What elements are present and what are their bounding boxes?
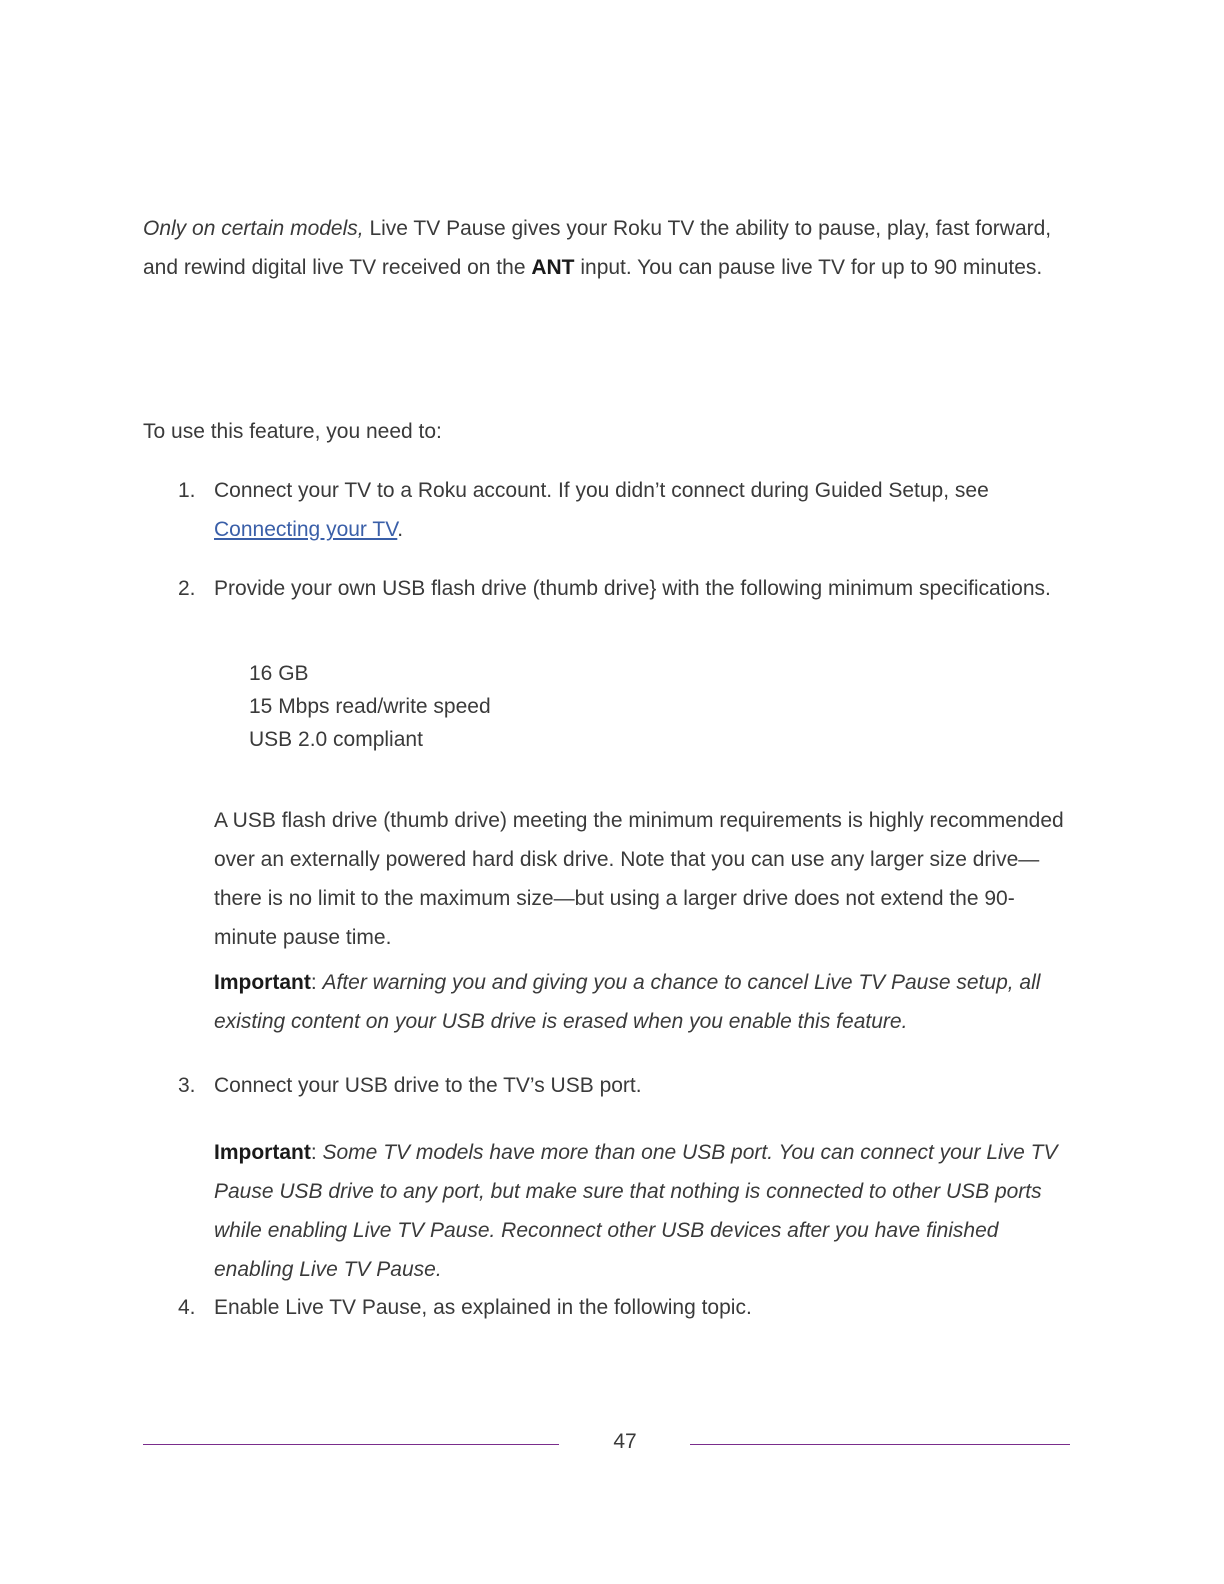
- footer-rule-right: [690, 1444, 1070, 1445]
- step-1-number: 1.: [178, 479, 196, 502]
- step-1-body: [214, 471, 1078, 549]
- step-1-text-after: .: [397, 518, 404, 541]
- step-4-number: 4.: [178, 1296, 196, 1319]
- intro-text-1: Live TV Pause gives your Roku TV the ability to pause, play, fast forward, and rewind digital live TV received on the: [143, 217, 1052, 279]
- important-separator: :: [310, 1141, 323, 1164]
- intro-paragraph: [143, 209, 1078, 287]
- spec-item: 15 Mbps read/write speed: [249, 695, 491, 718]
- footer-rule-left: [143, 1444, 559, 1445]
- spec-item: 16 GB: [249, 662, 309, 685]
- page-number: 47: [613, 1430, 637, 1453]
- step-2-number: 2.: [178, 577, 196, 600]
- important-text: Some TV models have more than one USB port. You can connect your Live TV Pause USB drive to any port, but make sure that nothing is connected to other USB ports while enabling Live TV Pause. Reconnect other USB devices after you have finished enabling Live TV Pause.: [214, 1141, 1058, 1281]
- important-note-1: [214, 963, 1074, 1041]
- step-3-text: Connect your USB drive to the TV’s USB port.: [214, 1074, 642, 1097]
- step-4: [178, 1288, 1078, 1327]
- requirements-lead: To use this feature, you need to:: [143, 420, 442, 443]
- step-2-text: Provide your own USB flash drive (thumb drive} with the following minimum specifications.: [214, 577, 1051, 600]
- step-4-text: Enable Live TV Pause, as explained in the following topic.: [214, 1296, 752, 1319]
- important-text: After warning you and giving you a chance to cancel Live TV Pause setup, all existing content on your USB drive is erased when you enable this feature.: [214, 971, 1041, 1033]
- step-3: [178, 1066, 1078, 1105]
- spec-list: [249, 657, 491, 756]
- important-label: Important: [214, 971, 311, 994]
- usb-drive-note: A USB flash drive (thumb drive) meeting the minimum requirements is highly recommended over an externally powered hard disk drive. Note that you can use any larger size drive—there is no limit to the maximum size—but using a larger drive does not extend the 90-minute pause time.: [214, 809, 1064, 949]
- step-1-text: Connect your TV to a Roku account. If you didn’t connect during Guided Setup, see: [214, 479, 989, 502]
- important-note-2: [214, 1133, 1074, 1289]
- spec-item: USB 2.0 compliant: [249, 728, 423, 751]
- important-label: Important: [214, 1141, 311, 1164]
- important-separator: :: [310, 971, 323, 994]
- step-1: [178, 471, 1078, 549]
- step-2: [178, 569, 1078, 608]
- ant-input-label: ANT: [531, 256, 575, 279]
- step-3-number: 3.: [178, 1074, 196, 1097]
- connecting-your-tv-link[interactable]: Connecting your TV: [214, 518, 398, 541]
- intro-italic-lead: Only on certain models,: [143, 217, 364, 240]
- intro-text-2: input. You can pause live TV for up to 90 minutes.: [574, 256, 1043, 279]
